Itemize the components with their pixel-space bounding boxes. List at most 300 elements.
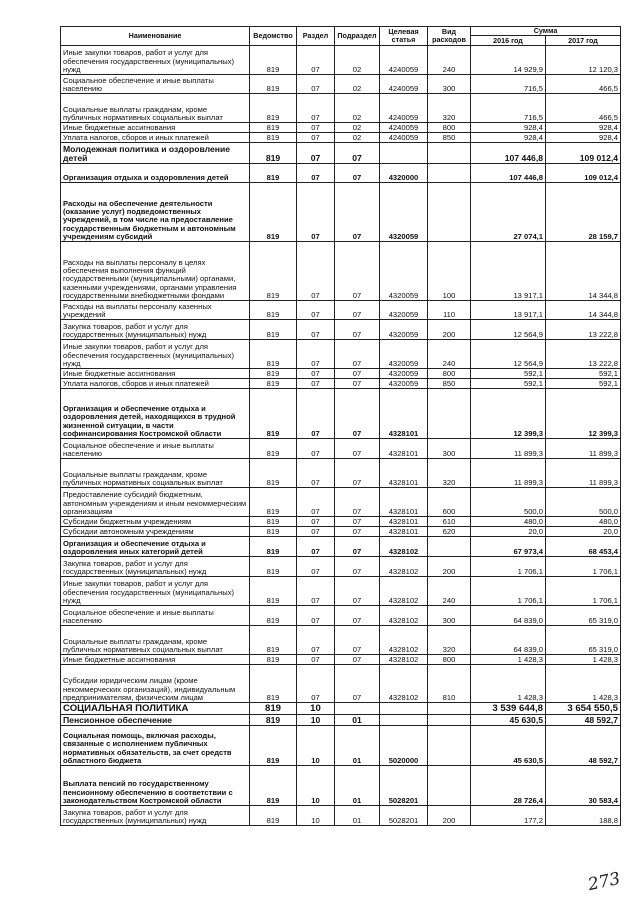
cell-sub: 01: [335, 726, 380, 766]
cell-sub: 01: [335, 715, 380, 726]
cell-y2017: 1 706,1: [546, 557, 621, 577]
cell-name: Социальные выплаты гражданам, кроме публичных нормативных социальных выплат: [61, 94, 250, 123]
cell-kind: 200: [428, 806, 471, 826]
cell-target: 4328101: [380, 527, 428, 537]
cell-target: 4320059: [380, 379, 428, 389]
cell-sub: 07: [335, 626, 380, 655]
cell-dept: 819: [250, 606, 297, 626]
cell-kind: 810: [428, 665, 471, 703]
cell-dept: 819: [250, 183, 297, 242]
cell-sec: 07: [297, 242, 335, 301]
cell-y2017: 20,0: [546, 527, 621, 537]
cell-target: [380, 715, 428, 726]
cell-target: [380, 143, 428, 164]
cell-sub: 07: [335, 577, 380, 606]
table-row: [61, 123, 621, 133]
cell-target: 4320059: [380, 369, 428, 379]
cell-sec: 07: [297, 75, 335, 94]
cell-dept: 819: [250, 537, 297, 557]
cell-y2017: 466,5: [546, 94, 621, 123]
cell-target: 5020000: [380, 726, 428, 766]
cell-y2017: 188,8: [546, 806, 621, 826]
cell-kind: [428, 389, 471, 439]
cell-y2016: 1 428,3: [471, 665, 546, 703]
cell-target: 4320059: [380, 320, 428, 340]
cell-y2017: 500,0: [546, 488, 621, 517]
cell-target: 4328102: [380, 557, 428, 577]
header-subsection: Подраздел: [335, 27, 380, 46]
cell-name: Организация и обеспечение отдыха и оздоровления детей, находящихся в трудной жизненной ситуации, в части софинансирования Костромской области: [61, 389, 250, 439]
cell-target: 4328102: [380, 577, 428, 606]
cell-name: Социальные выплаты гражданам, кроме публичных нормативных социальных выплат: [61, 626, 250, 655]
cell-y2016: 592,1: [471, 379, 546, 389]
cell-name: Социальное обеспечение и иные выплаты населению: [61, 606, 250, 626]
cell-name: Молодежная политика и оздоровление детей: [61, 143, 250, 164]
cell-sec: 07: [297, 488, 335, 517]
cell-kind: 850: [428, 379, 471, 389]
cell-sec: 10: [297, 703, 335, 715]
cell-target: 4328102: [380, 606, 428, 626]
cell-target: 4320059: [380, 183, 428, 242]
cell-y2016: 500,0: [471, 488, 546, 517]
cell-y2017: 3 654 550,5: [546, 703, 621, 715]
header-target: Целевая статья: [380, 27, 428, 46]
cell-y2016: 12 399,3: [471, 389, 546, 439]
cell-y2016: 928,4: [471, 123, 546, 133]
cell-sec: 07: [297, 379, 335, 389]
cell-sub: 02: [335, 75, 380, 94]
cell-name: Закупка товаров, работ и услуг для государственных (муниципальных) нужд: [61, 320, 250, 340]
cell-sub: 07: [335, 488, 380, 517]
cell-y2016: 1 706,1: [471, 577, 546, 606]
table-row: [61, 439, 621, 459]
cell-name: Иные бюджетные ассигнования: [61, 655, 250, 665]
cell-sec: 10: [297, 806, 335, 826]
cell-name: Социальное обеспечение и иные выплаты населению: [61, 439, 250, 459]
cell-sub: 07: [335, 517, 380, 527]
cell-sub: 07: [335, 557, 380, 577]
cell-kind: 800: [428, 655, 471, 665]
table-row: [61, 766, 621, 806]
table-row: [61, 183, 621, 242]
cell-y2017: 12 120,3: [546, 46, 621, 75]
cell-target: 5028201: [380, 806, 428, 826]
cell-name: Организация и обеспечение отдыха и оздоровления иных категорий детей: [61, 537, 250, 557]
cell-kind: 300: [428, 439, 471, 459]
cell-name: Иные закупки товаров, работ и услуг для обеспечения государственных (муниципальных) нужд: [61, 340, 250, 369]
cell-dept: 819: [250, 488, 297, 517]
cell-y2017: 65 319,0: [546, 606, 621, 626]
table-row: [61, 133, 621, 143]
cell-sub: 01: [335, 766, 380, 806]
cell-target: 4240059: [380, 94, 428, 123]
budget-table: [60, 26, 621, 826]
cell-y2016: 177,2: [471, 806, 546, 826]
cell-y2017: 13 222,8: [546, 340, 621, 369]
cell-sub: 07: [335, 301, 380, 320]
cell-name: Закупка товаров, работ и услуг для государственных (муниципальных) нужд: [61, 806, 250, 826]
cell-name: Уплата налогов, сборов и иных платежей: [61, 133, 250, 143]
cell-dept: 819: [250, 320, 297, 340]
cell-y2016: 107 446,8: [471, 143, 546, 164]
table-row: [61, 703, 621, 715]
cell-kind: 620: [428, 527, 471, 537]
cell-dept: 819: [250, 517, 297, 527]
cell-sec: 07: [297, 183, 335, 242]
table-row: [61, 655, 621, 665]
cell-kind: 320: [428, 626, 471, 655]
cell-name: Субсидии автономным учреждениям: [61, 527, 250, 537]
cell-dept: 819: [250, 439, 297, 459]
cell-kind: [428, 537, 471, 557]
table-row: [61, 527, 621, 537]
cell-sub: 07: [335, 320, 380, 340]
table-row: [61, 164, 621, 183]
cell-sub: 07: [335, 369, 380, 379]
cell-kind: 240: [428, 46, 471, 75]
cell-name: Уплата налогов, сборов и иных платежей: [61, 379, 250, 389]
header-name: Наименование: [61, 27, 250, 46]
cell-y2016: 480,0: [471, 517, 546, 527]
cell-sub: 07: [335, 389, 380, 439]
cell-target: 4328101: [380, 459, 428, 488]
cell-y2016: 107 446,8: [471, 164, 546, 183]
cell-dept: 819: [250, 806, 297, 826]
cell-kind: 600: [428, 488, 471, 517]
cell-dept: 819: [250, 94, 297, 123]
table-row: [61, 557, 621, 577]
cell-sec: 10: [297, 715, 335, 726]
cell-target: 4240059: [380, 75, 428, 94]
cell-y2016: 27 074,1: [471, 183, 546, 242]
cell-sec: 10: [297, 726, 335, 766]
cell-name: Закупка товаров, работ и услуг для государственных (муниципальных) нужд: [61, 557, 250, 577]
cell-name: Социальное обеспечение и иные выплаты населению: [61, 75, 250, 94]
cell-y2017: 11 899,3: [546, 439, 621, 459]
cell-sub: 07: [335, 379, 380, 389]
cell-name: СОЦИАЛЬНАЯ ПОЛИТИКА: [61, 703, 250, 715]
cell-y2017: 928,4: [546, 133, 621, 143]
cell-target: 4320059: [380, 340, 428, 369]
table-row: [61, 626, 621, 655]
cell-sec: 07: [297, 517, 335, 527]
cell-dept: 819: [250, 379, 297, 389]
cell-sub: 07: [335, 164, 380, 183]
cell-dept: 819: [250, 655, 297, 665]
cell-name: Иные закупки товаров, работ и услуг для обеспечения государственных (муниципальных) нужд: [61, 577, 250, 606]
cell-kind: 300: [428, 75, 471, 94]
cell-name: Социальная помощь, включая расходы, связанные с исполнением публичных нормативных обязательств, за счет средств областного бюджета: [61, 726, 250, 766]
cell-dept: 819: [250, 75, 297, 94]
cell-sec: 07: [297, 94, 335, 123]
cell-kind: 110: [428, 301, 471, 320]
header-year-2017: 2017 год: [546, 36, 621, 46]
cell-dept: 819: [250, 143, 297, 164]
cell-sec: 07: [297, 46, 335, 75]
table-row: [61, 459, 621, 488]
cell-sec: 07: [297, 577, 335, 606]
cell-sub: 07: [335, 242, 380, 301]
cell-y2017: 480,0: [546, 517, 621, 527]
cell-kind: [428, 766, 471, 806]
cell-dept: 819: [250, 557, 297, 577]
cell-target: [380, 703, 428, 715]
cell-kind: [428, 726, 471, 766]
cell-y2017: 14 344,8: [546, 242, 621, 301]
table-row: [61, 606, 621, 626]
cell-sub: [335, 703, 380, 715]
cell-dept: 819: [250, 766, 297, 806]
cell-sec: 07: [297, 557, 335, 577]
cell-sub: 02: [335, 123, 380, 133]
cell-dept: 819: [250, 164, 297, 183]
cell-name: Пенсионное обеспечение: [61, 715, 250, 726]
cell-y2016: 20,0: [471, 527, 546, 537]
table-row: [61, 537, 621, 557]
cell-y2017: 1 428,3: [546, 665, 621, 703]
cell-sec: 07: [297, 606, 335, 626]
cell-sub: 02: [335, 133, 380, 143]
cell-y2016: 12 564,9: [471, 340, 546, 369]
cell-sub: 07: [335, 537, 380, 557]
cell-y2017: 466,5: [546, 75, 621, 94]
cell-name: Иные бюджетные ассигнования: [61, 369, 250, 379]
cell-name: Организация отдыха и оздоровления детей: [61, 164, 250, 183]
cell-y2017: 592,1: [546, 379, 621, 389]
table-row: [61, 301, 621, 320]
table-row: [61, 369, 621, 379]
table-row: [61, 242, 621, 301]
cell-kind: [428, 143, 471, 164]
cell-y2016: 13 917,1: [471, 301, 546, 320]
cell-target: 4320000: [380, 164, 428, 183]
cell-dept: 819: [250, 242, 297, 301]
cell-sec: 07: [297, 665, 335, 703]
cell-name: Выплата пенсий по государственному пенсионному обеспечению в соответствии с законодательством Костромской области: [61, 766, 250, 806]
cell-dept: 819: [250, 389, 297, 439]
cell-y2017: 928,4: [546, 123, 621, 133]
cell-sub: 07: [335, 606, 380, 626]
table-row: [61, 75, 621, 94]
cell-dept: 819: [250, 626, 297, 655]
cell-y2016: 1 706,1: [471, 557, 546, 577]
cell-dept: 819: [250, 133, 297, 143]
cell-kind: 200: [428, 557, 471, 577]
cell-y2017: 592,1: [546, 369, 621, 379]
table-row: [61, 389, 621, 439]
cell-sub: 07: [335, 183, 380, 242]
cell-target: 4320059: [380, 242, 428, 301]
cell-name: Предоставление субсидий бюджетным, автономным учреждениям и иным некоммерческим организациям: [61, 488, 250, 517]
header-kind: Вид расходов: [428, 27, 471, 46]
cell-name: Социальные выплаты гражданам, кроме публичных нормативных социальных выплат: [61, 459, 250, 488]
header-dept: Ведомство: [250, 27, 297, 46]
cell-y2016: 11 899,3: [471, 459, 546, 488]
cell-target: 4328102: [380, 626, 428, 655]
cell-y2017: 109 012,4: [546, 143, 621, 164]
table-row: [61, 726, 621, 766]
cell-sub: 07: [335, 655, 380, 665]
cell-y2017: 28 159,7: [546, 183, 621, 242]
cell-name: Иные бюджетные ассигнования: [61, 123, 250, 133]
cell-y2016: 28 726,4: [471, 766, 546, 806]
cell-sub: 02: [335, 46, 380, 75]
cell-target: 4328102: [380, 665, 428, 703]
cell-sub: 07: [335, 340, 380, 369]
cell-name: Расходы на выплаты персоналу в целях обеспечения выполнения функций государственными (муниципальными) органами, казенными учреждениями, органами управления государственными внебюджетными фондами: [61, 242, 250, 301]
cell-dept: 819: [250, 527, 297, 537]
cell-sub: 01: [335, 806, 380, 826]
cell-y2017: 30 583,4: [546, 766, 621, 806]
cell-sec: 07: [297, 340, 335, 369]
cell-sec: 07: [297, 133, 335, 143]
table-row: [61, 320, 621, 340]
cell-y2017: 11 899,3: [546, 459, 621, 488]
cell-y2017: 13 222,8: [546, 320, 621, 340]
cell-name: Субсидии бюджетным учреждениям: [61, 517, 250, 527]
header-sum: Сумма: [471, 27, 621, 36]
cell-kind: 800: [428, 369, 471, 379]
cell-y2016: 928,4: [471, 133, 546, 143]
cell-sec: 07: [297, 320, 335, 340]
cell-kind: 800: [428, 123, 471, 133]
cell-kind: 300: [428, 606, 471, 626]
cell-kind: [428, 703, 471, 715]
cell-sec: 07: [297, 655, 335, 665]
cell-y2017: 14 344,8: [546, 301, 621, 320]
table-row: [61, 488, 621, 517]
cell-target: 4328102: [380, 655, 428, 665]
table-row: [61, 577, 621, 606]
cell-sec: 07: [297, 164, 335, 183]
header-section: Раздел: [297, 27, 335, 46]
cell-sec: 07: [297, 301, 335, 320]
cell-y2016: 45 630,5: [471, 715, 546, 726]
cell-sub: 02: [335, 94, 380, 123]
cell-sub: 07: [335, 439, 380, 459]
cell-sub: 07: [335, 459, 380, 488]
cell-target: 4328102: [380, 537, 428, 557]
cell-sec: 07: [297, 537, 335, 557]
cell-y2016: 716,5: [471, 94, 546, 123]
cell-kind: 850: [428, 133, 471, 143]
cell-sub: 07: [335, 143, 380, 164]
cell-sec: 07: [297, 626, 335, 655]
cell-name: Иные закупки товаров, работ и услуг для обеспечения государственных (муниципальных) нужд: [61, 46, 250, 75]
cell-dept: 819: [250, 123, 297, 133]
cell-dept: 819: [250, 369, 297, 379]
cell-sec: 07: [297, 527, 335, 537]
cell-kind: [428, 715, 471, 726]
table-row: [61, 715, 621, 726]
cell-y2016: 11 899,3: [471, 439, 546, 459]
cell-kind: 100: [428, 242, 471, 301]
cell-y2016: 14 929,9: [471, 46, 546, 75]
cell-target: 4320059: [380, 301, 428, 320]
cell-dept: 819: [250, 46, 297, 75]
header-year-2016: 2016 год: [471, 36, 546, 46]
cell-dept: 819: [250, 340, 297, 369]
budget-table-sheet: [60, 26, 621, 826]
table-row: [61, 94, 621, 123]
cell-sec: 07: [297, 143, 335, 164]
cell-sec: 07: [297, 389, 335, 439]
cell-name: Расходы на обеспечение деятельности (оказание услуг) подведомственных учреждений, в том числе на предоставление государственным бюджетным и автономным учреждениям субсидий: [61, 183, 250, 242]
cell-target: 4328101: [380, 439, 428, 459]
table-row: [61, 340, 621, 369]
cell-target: 4328101: [380, 389, 428, 439]
table-row: [61, 379, 621, 389]
cell-y2017: 48 592,7: [546, 715, 621, 726]
cell-sec: 07: [297, 459, 335, 488]
cell-y2016: 3 539 644,8: [471, 703, 546, 715]
cell-y2017: 12 399,3: [546, 389, 621, 439]
cell-kind: [428, 164, 471, 183]
cell-y2016: 13 917,1: [471, 242, 546, 301]
cell-kind: 240: [428, 577, 471, 606]
table-row: [61, 806, 621, 826]
cell-sub: 07: [335, 527, 380, 537]
table-row: [61, 46, 621, 75]
cell-target: 4240059: [380, 133, 428, 143]
cell-y2016: 1 428,3: [471, 655, 546, 665]
cell-dept: 819: [250, 577, 297, 606]
cell-y2016: 64 839,0: [471, 626, 546, 655]
cell-kind: 320: [428, 459, 471, 488]
page-number: 273: [586, 868, 623, 896]
cell-y2017: 1 706,1: [546, 577, 621, 606]
cell-kind: 610: [428, 517, 471, 527]
cell-sec: 07: [297, 123, 335, 133]
cell-target: 4240059: [380, 123, 428, 133]
cell-y2016: 45 630,5: [471, 726, 546, 766]
cell-dept: 819: [250, 301, 297, 320]
cell-y2016: 592,1: [471, 369, 546, 379]
cell-y2017: 65 319,0: [546, 626, 621, 655]
cell-sec: 07: [297, 369, 335, 379]
cell-sub: 07: [335, 665, 380, 703]
table-body: [61, 46, 621, 826]
table-row: [61, 665, 621, 703]
cell-dept: 819: [250, 459, 297, 488]
cell-sec: 10: [297, 766, 335, 806]
cell-y2017: 48 592,7: [546, 726, 621, 766]
cell-y2017: 109 012,4: [546, 164, 621, 183]
cell-y2016: 67 973,4: [471, 537, 546, 557]
cell-kind: [428, 183, 471, 242]
cell-kind: 320: [428, 94, 471, 123]
cell-name: Расходы на выплаты персоналу казенных учреждений: [61, 301, 250, 320]
cell-target: 4240059: [380, 46, 428, 75]
cell-name: Субсидии юридическим лицам (кроме некоммерческих организаций), индивидуальным предпринимателям, физическим лицам: [61, 665, 250, 703]
cell-y2016: 716,5: [471, 75, 546, 94]
cell-sec: 07: [297, 439, 335, 459]
cell-dept: 819: [250, 715, 297, 726]
cell-target: 5028201: [380, 766, 428, 806]
cell-dept: 819: [250, 726, 297, 766]
cell-target: 4328101: [380, 488, 428, 517]
cell-y2016: 64 839,0: [471, 606, 546, 626]
cell-y2017: 1 428,3: [546, 655, 621, 665]
cell-dept: 819: [250, 665, 297, 703]
cell-kind: 240: [428, 340, 471, 369]
cell-y2017: 68 453,4: [546, 537, 621, 557]
cell-target: 4328101: [380, 517, 428, 527]
cell-y2016: 12 564,9: [471, 320, 546, 340]
table-row: [61, 517, 621, 527]
cell-dept: 819: [250, 703, 297, 715]
table-row: [61, 143, 621, 164]
